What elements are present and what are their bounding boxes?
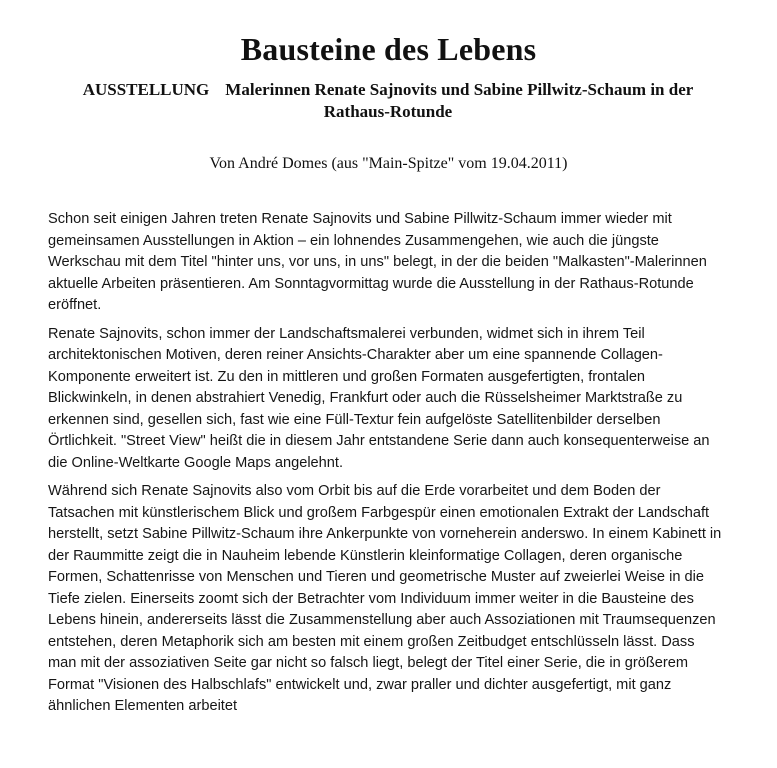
subtitle-text: Malerinnen Renate Sajnovits und Sabine Pillwitz-Schaum in der Rathaus-Rotunde [225, 80, 694, 121]
paragraph-2: Renate Sajnovits, schon immer der Landschaftsmalerei verbunden, widmet sich in ihrem Teil architektonischen Motiven, deren reiner Ansichts-Charakter aber um eine spannende Collagen-Komponente erweitert ist. Zu den in mittleren und großen Formaten ausgefertigten, frontalen Blickwinkeln, in denen abstrahiert Venedig, Frankfurt oder auch die Rüsselsheimer Marktstraße zu erkennen sind, gesellen sich, fast wie eine Füll-Textur fein aufgelöste Satellitenbilder derselben Örtlichkeit. "Street View" heißt die in diesem Jahr entstandene Serie dann auch konsequenterweise an die Online-Weltkarte Google Maps angelehnt. [48, 325, 710, 471]
article-byline: Von André Domes (aus "Main-Spitze" vom 19.04.2011) [209, 155, 568, 172]
article-body [48, 209, 724, 725]
article-title: Bausteine des Lebens [240, 31, 537, 67]
paragraph-1: Schon seit einigen Jahren treten Renate Sajnovits und Sabine Pillwitz-Schaum immer wieder mit gemeinsamen Ausstellungen in Aktion – ein lohnendes Zusammengehen, wie auch die jüngste Werkschau mit dem Titel "hinter uns, vor uns, in uns" belegt, in der die beiden "Malkasten"-Malerinnen aktuelle Arbeiten präsentieren. Am Sonntagvormittag wurde die Ausstellung in der Rathaus-Rotunde eröffnet. [48, 211, 707, 313]
paragraph-3: Während sich Renate Sajnovits also vom Orbit bis auf die Erde vorarbeitet und dem Boden der Tatsachen mit künstlerischem Blick und großem Farbgespür einen emotionalen Extrakt der Landschaft herstellt, setzt Sabine Pillwitz-Schaum ihre Ankerpunkte von vorneherein anderswo. In einem Kabinett in der Raummitte zeigt die in Nauheim lebende Künstlerin kleinformatige Collagen, deren organische Formen, Schattenrisse von Menschen und Tieren und geometrische Muster auf zweierlei Weise in die Tiefe zielen. Einerseits zoomt sich der Betrachter vom Individuum immer weiter in die Bausteine des Lebens hinein, andererseits lässt die Zusammenstellung aber auch Assoziationen mit Traumsequenzen entstehen, deren Metaphorik sich am besten mit einem großen Zeitbudget entschlüsseln lässt. Dass man mit der assoziativen Seite gar nicht so falsch liegt, belegt der Titel einer Serie, die in größerem Format "Visionen des Halbschlafs" entwickelt und, zwar praller und dichter ausgefertigt, mit ganz ähnlichen Elementen arbeitet [48, 483, 722, 714]
subtitle-lead: AUSSTELLUNG [82, 80, 210, 99]
article-subtitle [48, 79, 728, 123]
